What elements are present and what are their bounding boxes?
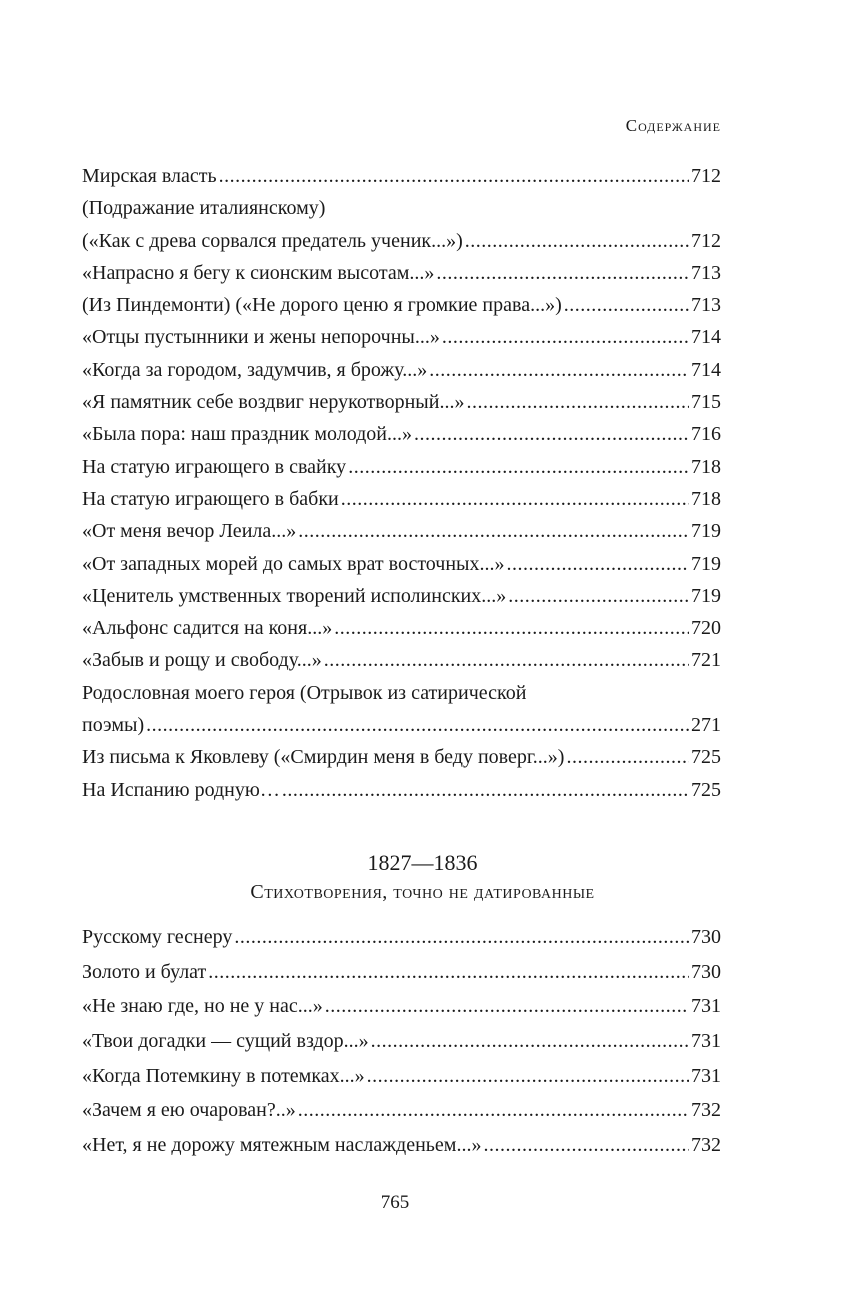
toc-leader-dots (483, 1128, 689, 1163)
toc-entry-page: 720 (691, 617, 721, 640)
toc-entry-page: 712 (691, 165, 721, 187)
toc-entry (82, 677, 721, 709)
toc-leader-dots (298, 515, 689, 547)
toc-entry-page: 730 (691, 926, 721, 948)
toc-entry-page: 713 (691, 261, 721, 284)
toc-leader-dots (442, 321, 689, 353)
toc-entry (82, 1024, 721, 1059)
toc-entry-title: На Испанию родную… (82, 778, 280, 801)
toc-entry-page: 731 (691, 1064, 721, 1087)
toc-entry (82, 1128, 721, 1163)
toc-leader-dots (564, 289, 689, 321)
toc-entry-page: 719 (691, 584, 721, 607)
running-header: Содержание (625, 116, 721, 135)
toc-entry-title: «Не знаю где, но не у нас...» (82, 995, 323, 1018)
toc-entry-title: Мирская власть (82, 165, 217, 187)
toc-list-part2 (82, 920, 721, 1163)
toc-entry-page: 719 (691, 520, 721, 543)
toc-leader-dots (282, 774, 689, 806)
toc-entry-title: На статую играющего в бабки (82, 487, 339, 510)
toc-leader-dots (429, 354, 689, 386)
toc-entry-title: («Как с древа сорвался предатель ученик...») (82, 229, 463, 252)
toc-entry-page: 713 (691, 294, 721, 317)
toc-entry-title: «Когда за городом, задумчив, я брожу...» (82, 358, 428, 381)
toc-leader-dots (324, 644, 689, 676)
toc-entry (82, 955, 721, 990)
toc-leader-dots (508, 580, 689, 612)
toc-entry (82, 644, 721, 676)
toc-entry (82, 709, 721, 741)
toc-entry-page: 725 (691, 778, 721, 801)
toc-entry (82, 483, 721, 515)
toc-entry-title: «Твои догадки — сущий вздор...» (82, 1030, 369, 1053)
toc-entry-page: 732 (691, 1134, 721, 1157)
toc-entry (82, 418, 721, 450)
toc-entry-title: «Когда Потемкину в потемках...» (82, 1064, 365, 1087)
toc-entry-title: «Я памятник себе воздвиг нерукотворный...» (82, 391, 465, 414)
toc-entry-page: 718 (691, 455, 721, 478)
toc-leader-dots (367, 1059, 689, 1094)
toc-entry-page: 712 (691, 229, 721, 252)
toc-entry (82, 1093, 721, 1128)
toc-entry-title: «Зачем я ею очарован?..» (82, 1099, 296, 1122)
toc-leader-dots (219, 160, 689, 192)
toc-entry (82, 160, 721, 192)
toc-entry-title: «Нет, я не дорожу мятежным наслажденьем...» (82, 1134, 482, 1157)
toc-entry (82, 741, 721, 773)
toc-entry (82, 192, 721, 224)
toc-entry (82, 774, 721, 806)
toc-entry-title: Родословная моего героя (Отрывок из сатирической (82, 681, 527, 704)
toc-entry-title: «Ценитель умственных творений исполинских...» (82, 584, 507, 607)
toc-entry (82, 354, 721, 386)
toc-entry-title: «Напрасно я бегу к сионским высотам...» (82, 261, 435, 284)
toc-entry-page: 719 (691, 552, 721, 575)
toc-entry-page: 271 (691, 714, 721, 737)
page-number: 765 (380, 1192, 410, 1213)
toc-entry (82, 920, 721, 955)
section-subtitle: Стихотворения, точно не датированные (250, 881, 595, 903)
toc-entry (82, 515, 721, 547)
toc-entry (82, 548, 721, 580)
section-heading (0, 848, 845, 906)
toc-entry-title: (Подражание италиянскому) (82, 197, 326, 220)
toc-entry-page: 718 (691, 487, 721, 510)
toc-entry-title: (Из Пиндемонти) («Не дорого ценю я громкие права...») (82, 294, 562, 317)
toc-entry-page: 731 (691, 1030, 721, 1053)
toc-leader-dots (208, 955, 689, 990)
toc-entry-page: 731 (691, 995, 721, 1018)
toc-entry (82, 257, 721, 289)
toc-leader-dots (566, 741, 689, 773)
toc-entry-title: Русскому геснеру (82, 926, 233, 948)
toc-entry-page: 732 (691, 1099, 721, 1122)
toc-entry (82, 580, 721, 612)
toc-leader-dots (334, 612, 689, 644)
toc-entry-title: «Отцы пустынники и жены непорочны...» (82, 326, 440, 349)
toc-leader-dots (348, 451, 689, 483)
toc-entry (82, 989, 721, 1024)
toc-leader-dots (234, 920, 689, 955)
toc-entry-title: На статую играющего в свайку (82, 455, 347, 478)
toc-leader-dots (466, 386, 689, 418)
toc-leader-dots (341, 483, 689, 515)
toc-entry (82, 321, 721, 353)
toc-entry-title: «Альфонс садится на коня...» (82, 617, 333, 640)
toc-entry (82, 451, 721, 483)
toc-entry-page: 714 (691, 326, 721, 349)
toc-entry-page: 716 (691, 423, 721, 446)
toc-leader-dots (465, 225, 689, 257)
toc-leader-dots (436, 257, 689, 289)
toc-leader-dots (325, 989, 689, 1024)
toc-entry (82, 225, 721, 257)
toc-entry (82, 289, 721, 321)
toc-entry (82, 612, 721, 644)
toc-list-part1 (82, 160, 721, 806)
toc-entry-title: «От западных морей до самых врат восточных...» (82, 552, 505, 575)
toc-entry-page: 725 (691, 746, 721, 769)
toc-entry-title: Золото и булат (82, 960, 207, 983)
toc-entry-title: «Была пора: наш праздник молодой...» (82, 423, 412, 446)
toc-entry-page: 715 (691, 391, 721, 414)
toc-entry-page: 730 (691, 960, 721, 983)
toc-leader-dots (298, 1093, 689, 1128)
toc-entry (82, 1059, 721, 1094)
toc-entry-title: поэмы) (82, 714, 145, 737)
section-years: 1827—1836 (367, 850, 478, 875)
toc-leader-dots (371, 1024, 689, 1059)
toc-entry-title: «Забыв и рощу и свободу...» (82, 649, 322, 672)
toc-leader-dots (146, 709, 689, 741)
toc-leader-dots (506, 548, 689, 580)
toc-leader-dots (414, 418, 689, 450)
toc-entry-title: Из письма к Яковлеву («Смирдин меня в беду поверг...») (82, 746, 565, 769)
toc-entry-page: 721 (691, 649, 721, 672)
toc-entry-page: 714 (691, 358, 721, 381)
toc-entry-title: «От меня вечор Леила...» (82, 520, 297, 543)
toc-entry (82, 386, 721, 418)
